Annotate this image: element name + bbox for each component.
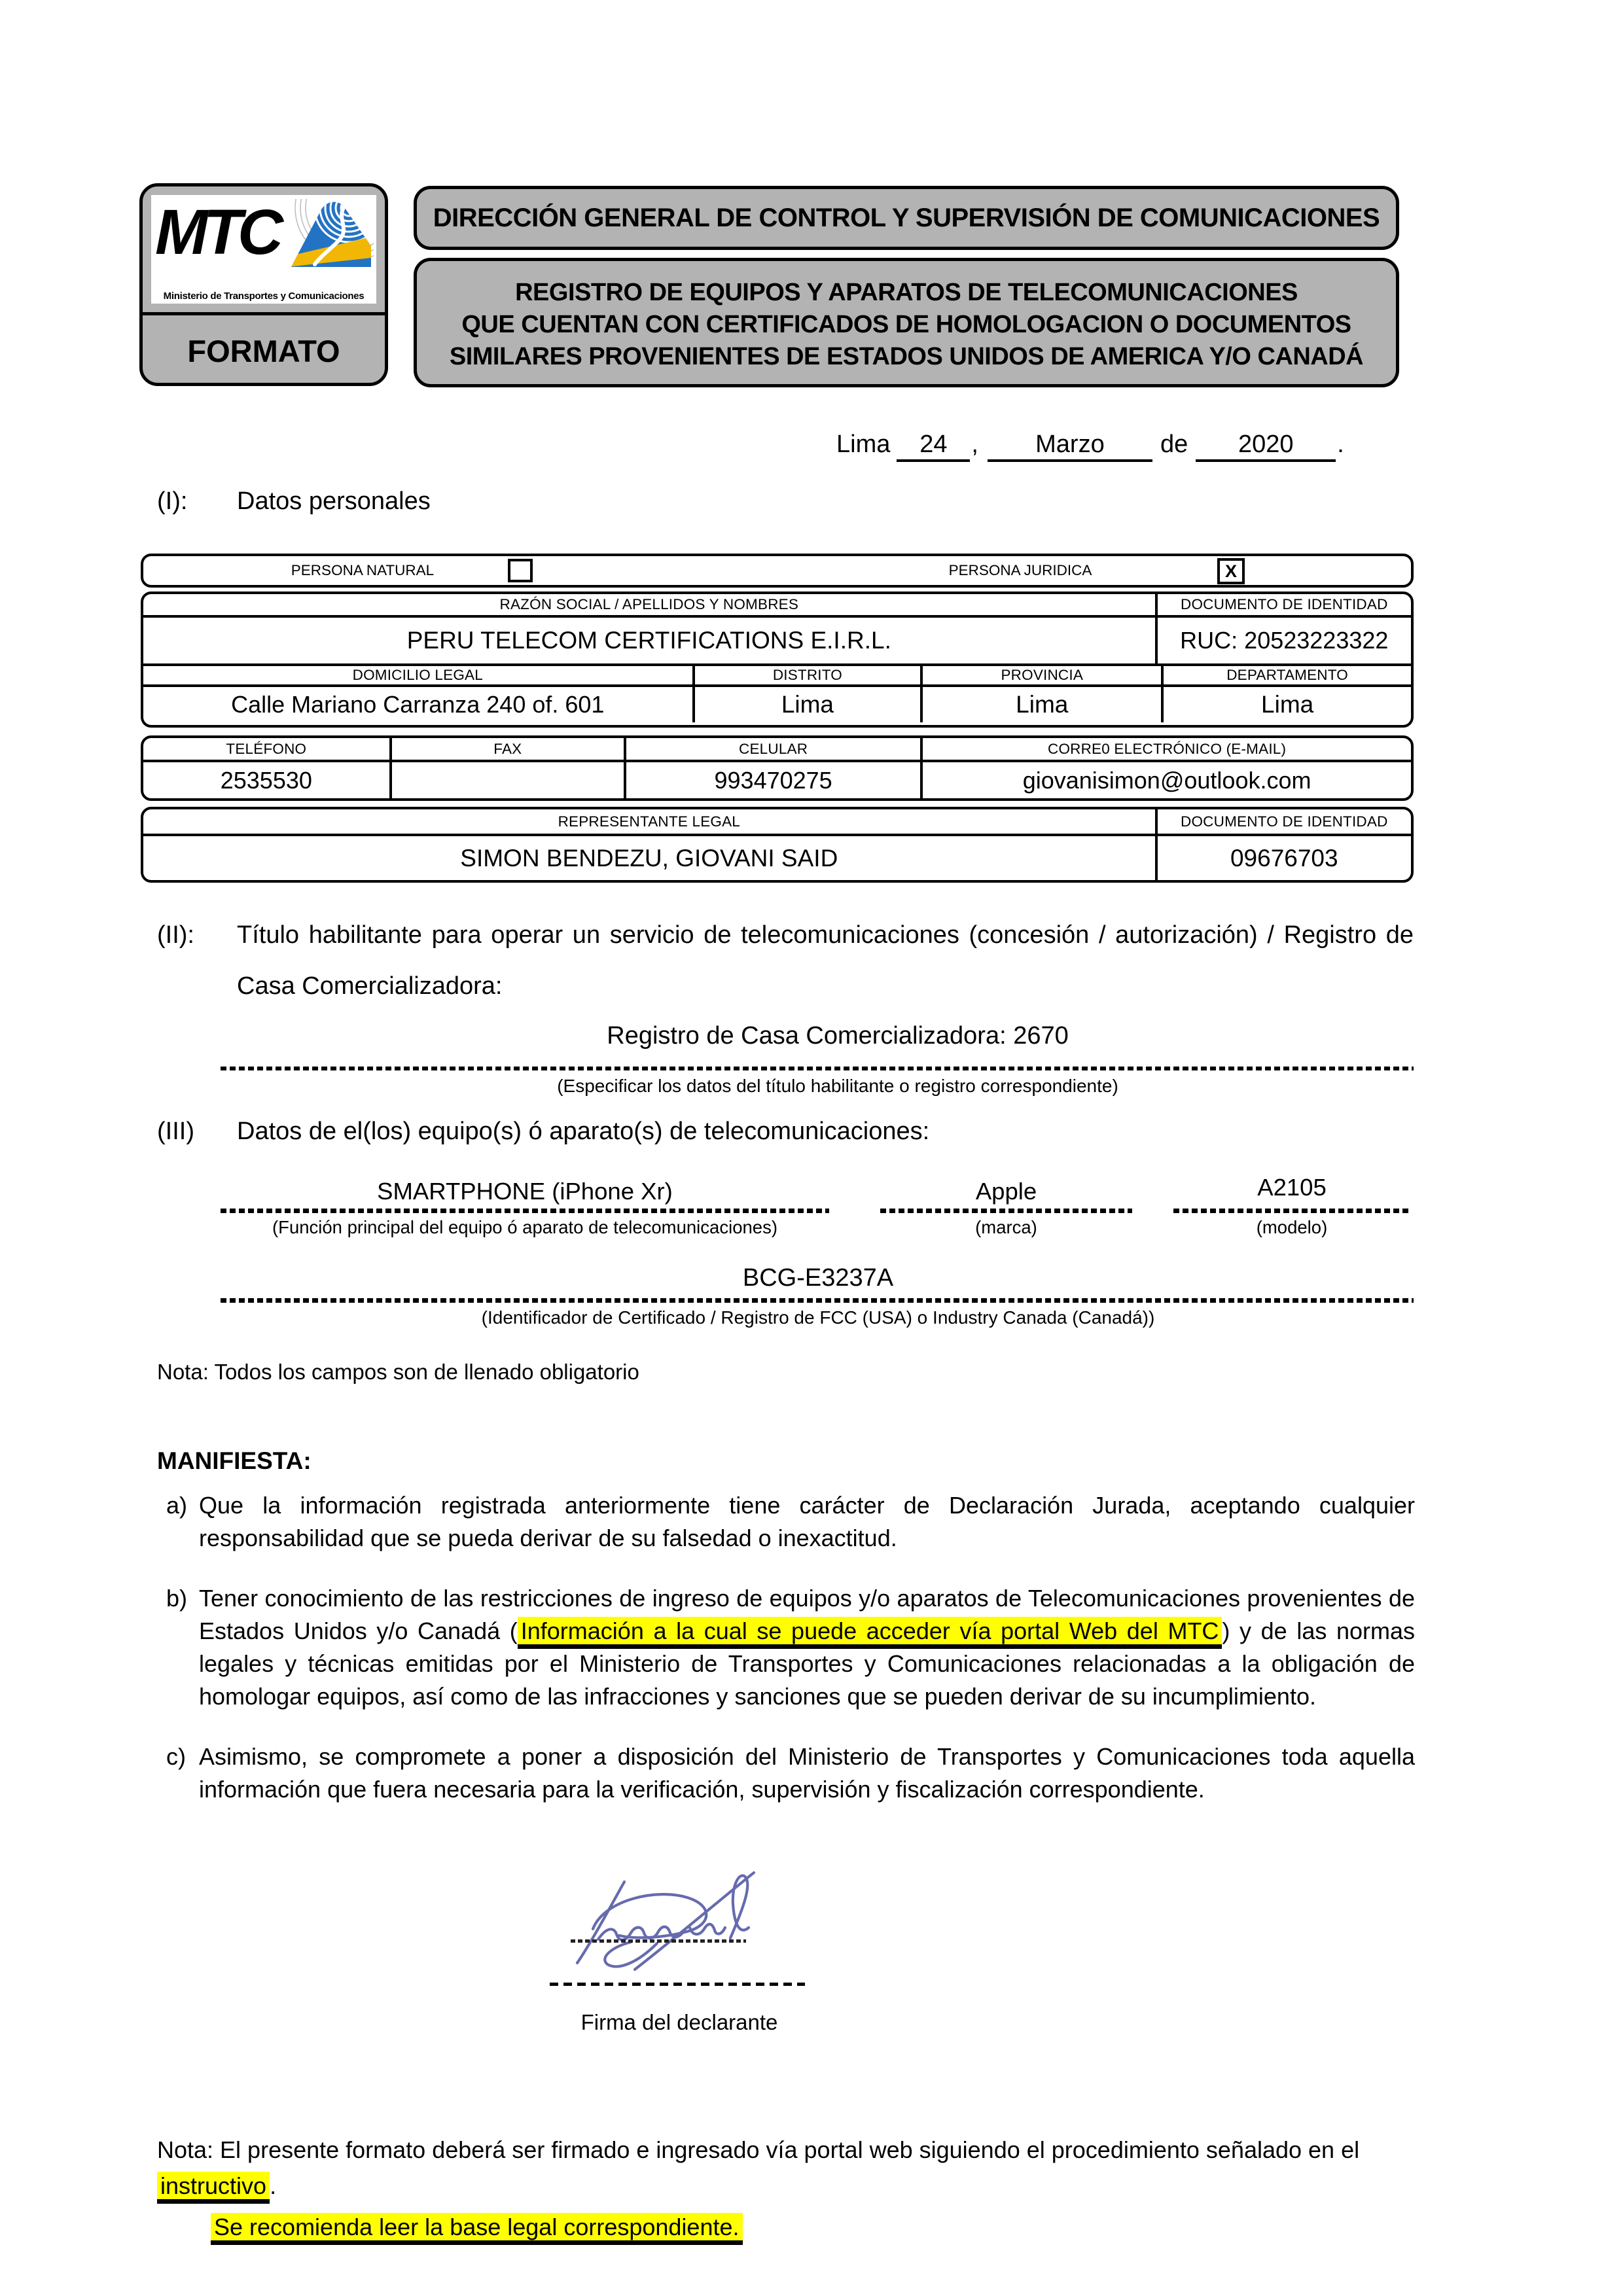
signature-image xyxy=(558,1865,777,1981)
marca-caption: (marca) xyxy=(975,1217,1037,1237)
razon-social-value: PERU TELECOM CERTIFICATIONS E.I.R.L. xyxy=(143,618,1158,663)
equipo-fill-line xyxy=(221,1209,829,1213)
ministry-name: Ministerio de Transportes y Comunicaciones xyxy=(163,291,365,302)
section1-marker: (I): xyxy=(157,487,188,515)
item-b-marker: b) xyxy=(166,1585,188,1612)
signature-strike-line xyxy=(571,1939,746,1943)
signature-fill-line xyxy=(550,1983,805,1986)
header-title-registro xyxy=(414,258,1399,387)
modelo-value: A2105 xyxy=(1257,1174,1327,1201)
instructivo-link[interactable]: instructivo xyxy=(157,2172,270,2204)
correo-value: giovanisimon@outlook.com xyxy=(1022,766,1311,794)
provincia-value: Lima xyxy=(923,687,1164,722)
header-title-line2: QUE CUENTAN CON CERTIFICADOS DE HOMOLOGACION O DOCUMENTOS xyxy=(461,310,1351,338)
section2-line2: Casa Comercializadora: xyxy=(237,972,503,1000)
certificado-fill-line xyxy=(221,1298,1414,1303)
item-a-text: Que la información registrada anteriormente tiene carácter de Declaración Jurada, aceptando cualquier responsabilidad que se pueda derivar de su falsedad o inexactitud. xyxy=(199,1492,1415,1551)
item-b-highlight-link[interactable]: Información a la cual se puede acceder vía portal Web del MTC xyxy=(518,1617,1222,1649)
equipo-caption: (Función principal del equipo ó aparato de telecomunicaciones) xyxy=(272,1217,777,1237)
section2-marker: (II): xyxy=(157,921,194,949)
date-day-field[interactable]: 24 xyxy=(897,429,970,462)
date-city: Lima xyxy=(836,431,891,458)
header-title-line1: REGISTRO DE EQUIPOS Y APARATOS DE TELECOMUNICACIONES xyxy=(515,278,1298,306)
header-title-direccion: DIRECCIÓN GENERAL DE CONTROL Y SUPERVISIÓN DE COMUNICACIONES xyxy=(414,186,1399,250)
manifiesta-item-c xyxy=(157,1740,1415,1806)
representante-header: REPRESENTANTE LEGAL xyxy=(143,809,1158,834)
nota-final-line1 xyxy=(157,2132,1421,2204)
mtc-logo-panel xyxy=(151,195,376,304)
mtc-logo-card xyxy=(139,183,388,386)
section2-line1: Título habilitante para operar un servicio de telecomunicaciones (concesión / autorización) / Registro de xyxy=(237,921,1414,949)
manifiesta-title: MANIFIESTA: xyxy=(157,1447,312,1474)
certificado-value: BCG-E3237A xyxy=(742,1264,894,1292)
firma-label: Firma del declarante xyxy=(580,2010,778,2034)
identity-address-box xyxy=(141,592,1414,728)
contact-box xyxy=(141,735,1414,801)
telefono-value: 2535530 xyxy=(143,762,392,798)
marca-fill-line xyxy=(880,1209,1132,1213)
persona-natural-checkbox[interactable] xyxy=(508,559,533,582)
date-period: . xyxy=(1337,431,1344,458)
formato-label: FORMATO xyxy=(187,333,340,368)
fax-value xyxy=(392,762,626,798)
date-year-field[interactable]: 2020 xyxy=(1196,429,1336,462)
equipo-value: SMARTPHONE (iPhone Xr) xyxy=(377,1178,673,1205)
telefono-header: TELÉFONO xyxy=(143,738,392,760)
nota-final xyxy=(157,2132,1421,2245)
domicilio-header: DOMICILIO LEGAL xyxy=(143,666,695,684)
modelo-fill-line xyxy=(1173,1209,1410,1213)
date-line xyxy=(836,429,1344,462)
documento-header: DOCUMENTO DE IDENTIDAD xyxy=(1181,596,1388,612)
mtc-logo-icon xyxy=(287,199,374,276)
base-legal-highlight[interactable]: Se recomienda leer la base legal correspondiente. xyxy=(211,2213,743,2245)
representante-value: SIMON BENDEZU, GIOVANI SAID xyxy=(143,836,1158,880)
modelo-caption: (modelo) xyxy=(1256,1217,1328,1237)
mtc-acronym: MTC xyxy=(155,196,279,268)
nota-final-line2 xyxy=(157,2209,1421,2245)
manifiesta-item-a xyxy=(157,1489,1415,1555)
nota-campos: Nota: Todos los campos son de llenado obligatorio xyxy=(157,1360,639,1384)
date-connector: de xyxy=(1160,431,1188,458)
marca-value: Apple xyxy=(975,1178,1037,1205)
distrito-value: Lima xyxy=(695,687,923,722)
documento2-value: 09676703 xyxy=(1230,844,1338,872)
item-b-text xyxy=(199,1582,1415,1713)
header-title-line3: SIMILARES PROVENIENTES DE ESTADOS UNIDOS DE AMERICA Y/O CANADÁ xyxy=(449,342,1364,370)
item-c-text: Asimismo, se compromete a poner a disposición del Ministerio de Transportes y Comunicaciones toda aquella información que fuera necesaria para la verificación, supervisión y fiscalización correspondiente. xyxy=(199,1743,1415,1803)
persona-juridica-label: PERSONA JURIDICA xyxy=(948,562,1092,578)
date-comma: , xyxy=(971,431,978,458)
fax-header: FAX xyxy=(392,738,626,760)
manifiesta-item-b xyxy=(157,1582,1415,1713)
departamento-value: Lima xyxy=(1261,691,1314,718)
documento-value: RUC: 20523223322 xyxy=(1180,627,1389,654)
razon-social-header: RAZÓN SOCIAL / APELLIDOS Y NOMBRES xyxy=(143,594,1158,615)
item-b-part2: ) y de las normas legales y técnicas emitidas por el Ministerio de Transportes y Comunicaciones relacionadas a la obligación de homologar equipos, así como de las infracciones y sanciones que se pueden derivar de su incumplimiento. xyxy=(199,1617,1415,1710)
correo-header: CORRE0 ELECTRÓNICO (E-MAIL) xyxy=(1048,740,1287,757)
provincia-header: PROVINCIA xyxy=(923,666,1164,684)
section3-title: Datos de el(los) equipo(s) ó aparato(s) de telecomunicaciones: xyxy=(237,1118,930,1145)
distrito-header: DISTRITO xyxy=(695,666,923,684)
persona-juridica-checkbox[interactable]: X xyxy=(1217,558,1245,584)
nota-final-part1: Nota: El presente formato deberá ser firmado e ingresado vía portal web siguiendo el procedimiento señalado en el xyxy=(157,2136,1360,2163)
persona-type-box xyxy=(141,554,1414,588)
date-month-field[interactable]: Marzo xyxy=(988,429,1152,462)
documento2-header: DOCUMENTO DE IDENTIDAD xyxy=(1181,813,1388,830)
registro-caption: (Especificar los datos del título habilitante o registro correspondiente) xyxy=(557,1076,1118,1096)
item-c-marker: c) xyxy=(166,1743,186,1770)
domicilio-value: Calle Mariano Carranza 240 of. 601 xyxy=(143,687,695,722)
certificado-caption: (Identificador de Certificado / Registro de FCC (USA) o Industry Canada (Canadá)) xyxy=(481,1307,1155,1328)
persona-natural-label: PERSONA NATURAL xyxy=(291,562,435,578)
section1-title: Datos personales xyxy=(237,487,431,515)
item-a-marker: a) xyxy=(166,1492,188,1519)
registro-casa-value: Registro de Casa Comercializadora: 2670 xyxy=(607,1022,1069,1050)
departamento-header: DEPARTAMENTO xyxy=(1226,667,1348,683)
section3-marker: (III) xyxy=(157,1118,194,1145)
item-b-part1: Tener conocimiento de las restricciones de ingreso de equipos y/o aparatos de Telecomunicaciones provenientes de Estados Unidos y/o Canadá ( xyxy=(199,1585,1415,1644)
nota-final-period: . xyxy=(270,2172,277,2199)
celular-header: CELULAR xyxy=(626,738,923,760)
representative-box xyxy=(141,807,1414,883)
registro-fill-line xyxy=(221,1067,1414,1070)
celular-value: 993470275 xyxy=(626,762,923,798)
